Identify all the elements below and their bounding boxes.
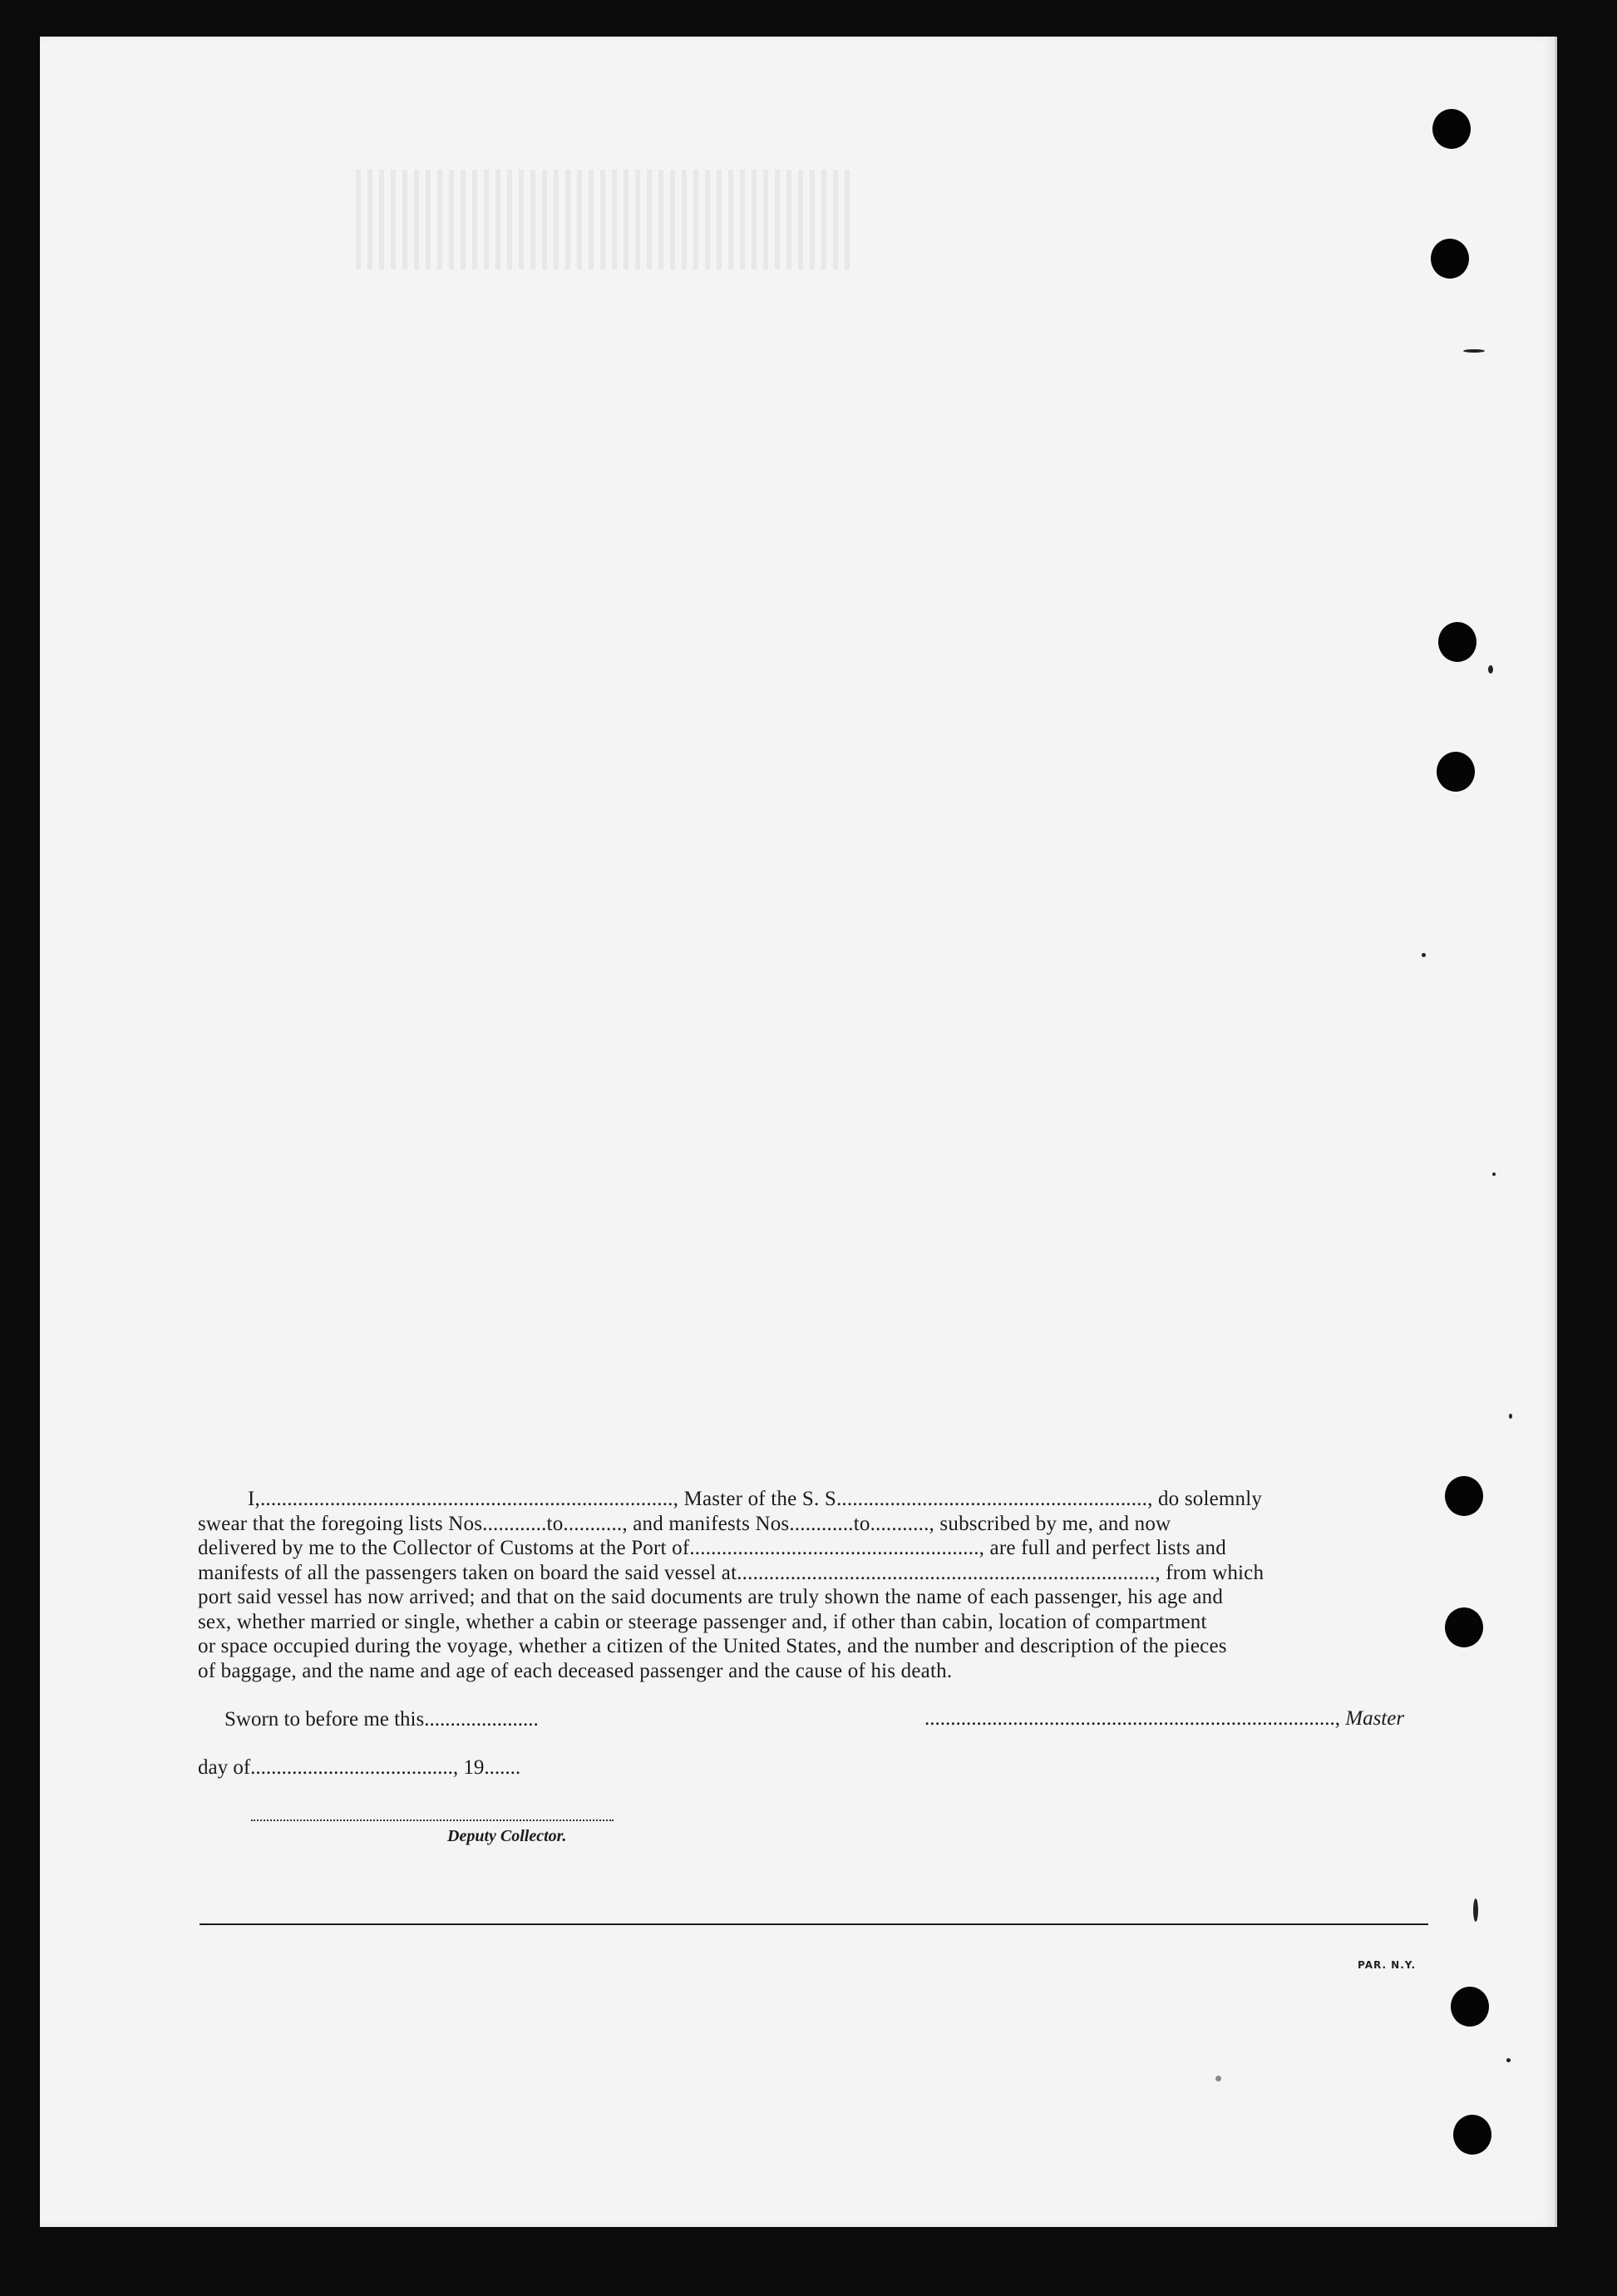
scan-speck xyxy=(1473,1899,1478,1922)
punch-hole xyxy=(1445,1607,1483,1647)
oath-line: port said vessel has now arrived; and that on the said documents are truly shown the name of each passenger, his age and xyxy=(198,1586,1224,1608)
punch-hole xyxy=(1432,109,1471,149)
punch-hole xyxy=(1445,1476,1483,1516)
punch-hole xyxy=(1437,752,1475,792)
footer-rule xyxy=(200,1923,1428,1925)
manifest-page xyxy=(40,37,1557,2227)
master-signature-dots: ..............................................................................., xyxy=(924,1707,1346,1730)
deputy-signature-line xyxy=(251,1820,614,1821)
oath-line: or space occupied during the voyage, whether a citizen of the United States, and the number and description of the pieces xyxy=(198,1635,1227,1657)
scan-speck xyxy=(1215,2076,1221,2081)
scan-speck xyxy=(1488,665,1493,674)
punch-hole xyxy=(1431,239,1469,279)
scan-speck xyxy=(1509,1414,1512,1419)
scan-speck xyxy=(1506,2058,1511,2062)
oath-line: sex, whether married or single, whether a cabin or steerage passenger and, if other than cabin, location of compartment xyxy=(198,1610,1207,1633)
punch-hole xyxy=(1438,622,1476,662)
oath-line: delivered by me to the Collector of Customs at the Port of......................................................, are full and perfect lists and xyxy=(198,1537,1226,1559)
scan-speck xyxy=(1463,349,1485,353)
master-label: Master xyxy=(1345,1707,1405,1730)
oath-line: of baggage, and the name and age of each deceased passenger and the cause of his death. xyxy=(198,1659,953,1682)
punch-hole xyxy=(1451,1987,1489,2027)
scan-speck xyxy=(1422,953,1426,957)
day-of-line: day of......................................., 19....... xyxy=(198,1756,521,1779)
sworn-before-line: Sworn to before me this...................... xyxy=(224,1708,539,1731)
scan-speck xyxy=(1492,1173,1496,1176)
master-signature-line xyxy=(924,1707,1404,1731)
punch-hole xyxy=(1453,2115,1491,2155)
master-oath xyxy=(198,1487,1435,1683)
oath-line: I,............................................................................., Master of the S. S.........................................................., do solemnly xyxy=(248,1488,1263,1510)
deputy-collector-label: Deputy Collector. xyxy=(447,1827,567,1845)
oath-line: swear that the foregoing lists Nos............to..........., and manifests Nos............to..........., subscribed by me, and now xyxy=(198,1512,1171,1535)
printer-mark: PAR. N.Y. xyxy=(1358,1959,1417,1971)
oath-line: manifests of all the passengers taken on board the said vessel at.............................................................................., from which xyxy=(198,1561,1265,1584)
show-through-bleed xyxy=(356,170,855,269)
